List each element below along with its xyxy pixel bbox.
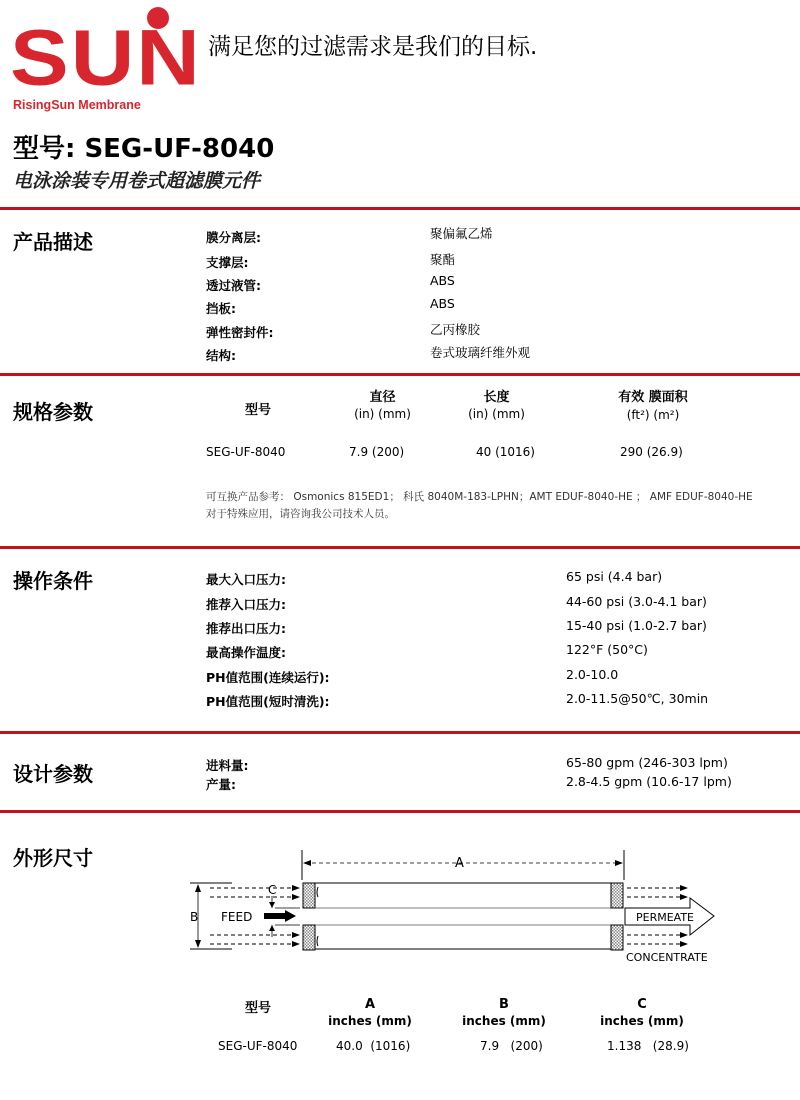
feed-arrow	[264, 910, 296, 922]
membrane-element	[303, 883, 623, 950]
desc-value: ABS	[430, 296, 455, 311]
interchange-note: 可互换产品参考： Osmonics 815ED1； 科氏 8040M-183-LPHN；AMT EDUF-8040-HE ； AMF EDUF-8040-HE	[206, 491, 753, 503]
dim-header-model: 型号	[244, 1001, 271, 1016]
dim-cell-c: 1.138 (28.9)	[607, 1039, 689, 1053]
specs-cell-area: 290 (26.9)	[620, 445, 683, 459]
specs-header-area: 有效 膜面积	[618, 390, 688, 405]
section-divider	[0, 731, 800, 734]
operating-label: 推荐出口压力:	[206, 621, 286, 636]
operating-label: PH值范围(连续运行):	[206, 670, 330, 685]
diagram-label-concentrate: CONCENTRATE	[626, 951, 708, 964]
specs-header-area-units: (ft²) (m²)	[626, 408, 680, 422]
logo: SUN	[10, 12, 202, 102]
slogan: 满足您的过滤需求是我们的目标.	[208, 34, 538, 60]
specs-header-length: 长度	[483, 390, 510, 405]
dim-header-b-units: inches (mm)	[462, 1014, 546, 1028]
desc-label: 挡板:	[206, 301, 236, 316]
operating-label: 推荐入口压力:	[206, 597, 286, 612]
design-value: 2.8-4.5 gpm (10.6-17 lpm)	[566, 774, 732, 789]
operating-label: 最高操作温度:	[206, 645, 286, 660]
dim-cell-b: 7.9 (200)	[480, 1039, 543, 1053]
dim-header-c: C	[637, 997, 647, 1012]
operating-value: 2.0-10.0	[566, 667, 619, 682]
diagram-label-a: A	[455, 856, 464, 871]
operating-value: 44-60 psi (3.0-4.1 bar)	[566, 594, 707, 609]
section-divider	[0, 207, 800, 210]
section-heading-product-desc: 产品描述	[13, 230, 93, 254]
diagram-label-b: B	[190, 910, 199, 924]
diagram-label-c: C	[268, 883, 277, 897]
section-divider	[0, 810, 800, 813]
desc-value: 聚酯	[430, 252, 456, 267]
desc-value: 卷式玻璃纤维外观	[430, 345, 531, 360]
diagram-label-feed: FEED	[221, 910, 253, 924]
specs-cell-diameter: 7.9 (200)	[349, 445, 405, 459]
operating-label: PH值范围(短时清洗):	[206, 694, 330, 709]
specs-cell-length: 40 (1016)	[476, 445, 535, 459]
desc-label: 透过液管:	[206, 278, 261, 293]
section-heading-operating: 操作条件	[13, 569, 93, 593]
specs-header-model: 型号	[244, 403, 271, 418]
desc-label: 支撑层:	[206, 255, 249, 270]
section-divider	[0, 546, 800, 549]
design-label: 产量:	[206, 777, 236, 792]
desc-value: ABS	[430, 273, 455, 288]
desc-value: 乙丙橡胶	[430, 322, 481, 337]
dimension-diagram	[0, 840, 800, 980]
design-value: 65-80 gpm (246-303 lpm)	[566, 755, 728, 770]
logo-subtitle: RisingSun Membrane	[13, 98, 141, 112]
operating-value: 65 psi (4.4 bar)	[566, 569, 663, 584]
specs-header-length-units: (in) (mm)	[468, 407, 525, 421]
dim-cell-a: 40.0 (1016)	[336, 1039, 411, 1053]
section-heading-dimensions: 外形尺寸	[13, 846, 93, 870]
desc-label: 结构:	[206, 348, 236, 363]
desc-value: 聚偏氟乙烯	[430, 226, 493, 241]
subtitle: 电泳涂装专用卷式超滤膜元件	[13, 170, 261, 192]
dim-header-a: A	[364, 997, 376, 1012]
dim-header-a-units: inches (mm)	[328, 1014, 412, 1028]
dim-header-c-units: inches (mm)	[600, 1014, 684, 1028]
dim-header-b: B	[499, 997, 509, 1012]
specs-header-diameter: 直径	[369, 390, 396, 405]
model-title: 型号: SEG-UF-8040	[13, 134, 275, 164]
specs-header-diameter-units: (in) (mm)	[354, 407, 411, 421]
section-divider	[0, 373, 800, 376]
operating-value: 122°F (50°C)	[566, 642, 648, 657]
dim-cell-model: SEG-UF-8040	[218, 1039, 298, 1053]
consult-note: 对于特殊应用，请咨询我公司技术人员。	[206, 508, 395, 520]
operating-value: 2.0-11.5@50℃, 30min	[566, 691, 709, 706]
design-label: 进料量:	[206, 758, 249, 773]
operating-value: 15-40 psi (1.0-2.7 bar)	[566, 618, 707, 633]
diagram-label-permeate: PERMEATE	[636, 911, 695, 924]
desc-label: 膜分离层:	[206, 230, 261, 245]
specs-cell-model: SEG-UF-8040	[206, 445, 286, 459]
section-heading-specs: 规格参数	[13, 400, 93, 424]
section-heading-design: 设计参数	[13, 762, 93, 786]
desc-label: 弹性密封件:	[206, 325, 274, 340]
operating-label: 最大入口压力:	[206, 572, 286, 587]
